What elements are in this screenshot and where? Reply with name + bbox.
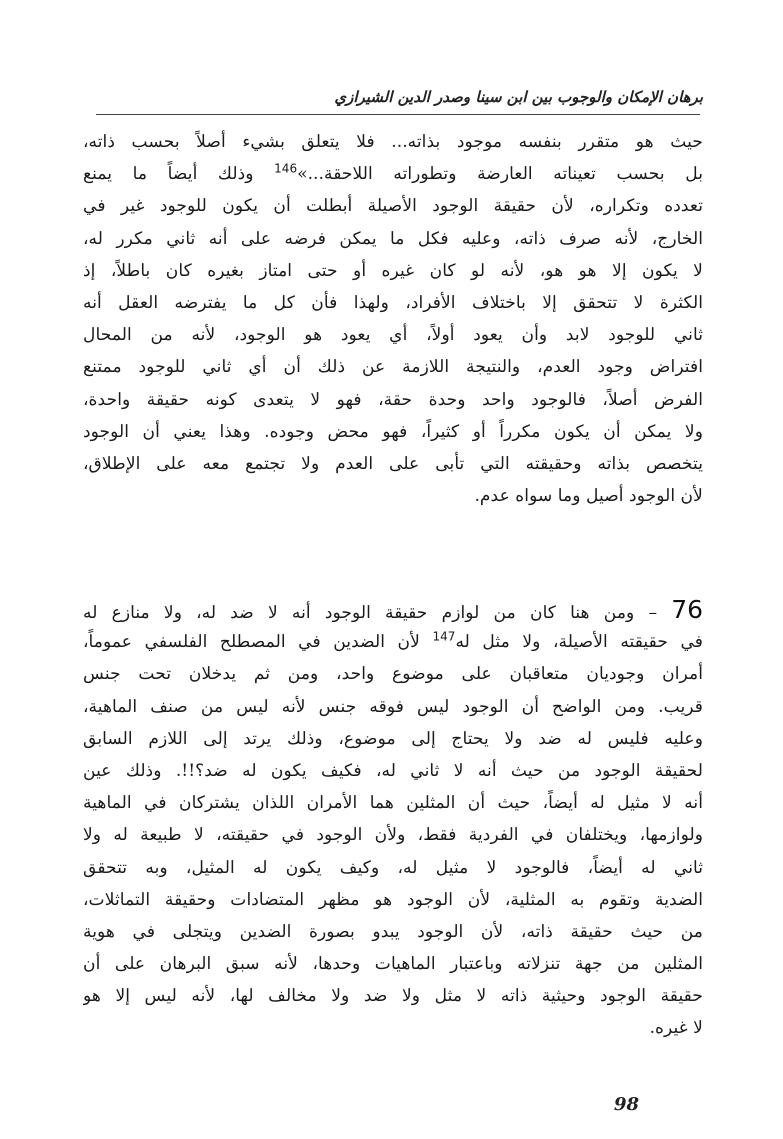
- paragraph-2: [83, 594, 703, 1045]
- paragraph-1: [83, 126, 703, 512]
- paragraph-line: [83, 626, 703, 658]
- page-number: 98: [614, 1094, 640, 1115]
- paragraph-line: ولا يمكن أن يكون مكرراً أو كثيراً، فهو محض وجوده. وهذا يعني أن الوجود: [83, 421, 703, 442]
- paragraph-line: ثاني له أيضاً، فالوجود لا مثيل له، وكيف يكون له المثيل، وبه تتحقق: [83, 857, 703, 878]
- line-text: بل بحسب تعيناته العارضة وتطوراته اللاحقة...»: [297, 164, 703, 185]
- paragraph-line: حقيقة الوجود وحيثية ذاته لا مثل ولا ضد ولا مخالف لها، لأنه ليس إلا هو: [83, 986, 703, 1007]
- paragraph-number: 76: [671, 595, 703, 624]
- paragraph-line: حيث هو متقرر بنفسه موجود بذاته... فلا يتعلق بشيء أصلاً بحسب ذاته،: [83, 132, 703, 152]
- paragraph-line: افتراض وجود العدم، والنتيجة اللازمة عن ذلك أن أي ثاني للوجود ممتنع: [83, 357, 703, 378]
- paragraph-line: الضدية وتقوم به المثلية، لأن الوجود هو مظهر المتضادات وحقيقة التماثلات،: [83, 889, 703, 910]
- paragraph-line: [83, 158, 703, 190]
- paragraph-line: قريب. ومن الواضح أن الوجود ليس فوقه جنس لأنه ليس من صنف الماهية،: [83, 696, 703, 717]
- paragraph-line: الخارج، لأنه صرف ذاته، وعليه فكل ما يمكن فرضه على أنه ثاني مكرر له،: [83, 228, 703, 249]
- paragraph-line: أنه لا مثيل له أيضاً، حيث أن المثلين هما الأمران اللذان يشتركان في الماهية: [83, 793, 703, 814]
- paragraph-line: لا يكون إلا هو هو، لأنه لو كان غيره أو حتى امتاز بغيره كان باطلاً، إذ: [83, 260, 703, 281]
- paragraph-line: [83, 594, 703, 626]
- paragraph-line: الفرض أصلاً، فالوجود واحد وحدة حقة، فهو لا يتعدى كونه حقيقة واحدة،: [83, 389, 703, 410]
- paragraph-line: يتخصص بذاته وحقيقته التي تأبى على العدم ولا تجتمع معه على الإطلاق،: [83, 453, 703, 474]
- line-text: لأن الضدين في المصطلح الفلسفي عموماً،: [83, 632, 420, 653]
- paragraph-line: لا غيره.: [649, 1018, 703, 1039]
- paragraph-line: ثاني للوجود لابد وأن يعود أولاً، أي يعود هو الوجود، لأنه من المحال: [83, 325, 703, 346]
- line-text: في حقيقته الأصيلة، ولا مثل له: [455, 632, 703, 653]
- paragraph-line: تعدده وتكراره، لأن حقيقة الوجود الأصيلة أبطلت أن يكون للوجود غير في: [83, 196, 703, 217]
- paragraph-line: وعليه فليس له ضد ولا يحتاج إلى موضوع، وذلك يرتد إلى اللازم السابق: [83, 728, 703, 749]
- paragraph-line: أمران وجوديان متعاقبان على موضوع واحد، ومن ثم يدخلان تحت جنس: [83, 664, 703, 685]
- footnote-ref[interactable]: 146: [274, 161, 298, 176]
- paragraph-line: المثلين من جهة تنزلاته وباعتبار الماهيات وحدها، لأنه سبق البرهان على أن: [83, 954, 703, 975]
- paragraph-line: الكثرة لا تتحقق إلا باختلاف الأفراد، ولهذا فأن كل ما يفترضه العقل أنه: [83, 292, 703, 313]
- line-text: – ومن هنا كان من لوازم حقيقة الوجود أنه لا ضد له، ولا منازع له: [83, 603, 658, 623]
- header-divider: [96, 114, 700, 115]
- running-header: برهان الإمكان والوجوب بين ابن سينا وصدر الدين الشيرازي: [334, 88, 703, 106]
- paragraph-line: من حيث حقيقة ذاته، لأن الوجود يبدو بصورة الضدين ويتجلى في هوية: [83, 921, 703, 942]
- line-text: وذلك أيضاً ما يمنع: [83, 164, 254, 185]
- paragraph-line: لأن الوجود أصيل وما سواه عدم.: [474, 486, 703, 507]
- footnote-ref[interactable]: 147: [432, 629, 456, 644]
- paragraph-line: ولوازمها، ويختلفان في الفردية فقط، ولأن الوجود في حقيقته، لا طبيعة له ولا: [83, 825, 703, 846]
- paragraph-line: لحقيقة الوجود من حيث أنه لا ثاني له، فكيف يكون له ضد؟!!. وذلك عين: [83, 760, 703, 781]
